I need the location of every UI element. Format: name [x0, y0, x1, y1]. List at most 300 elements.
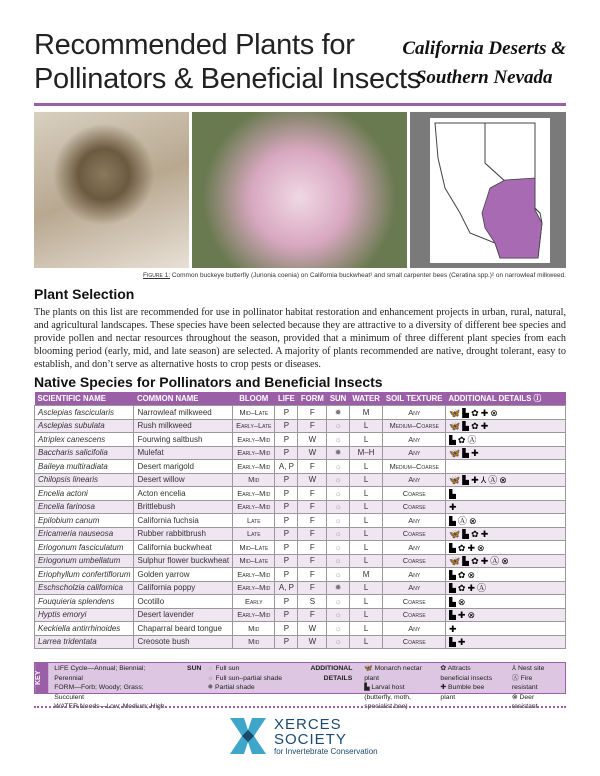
key-water: WATER Needs—Low; Medium; High [54, 703, 165, 710]
additional-details [446, 608, 566, 622]
key-legend [34, 662, 566, 710]
scientific-name: Epilobium canum [35, 514, 134, 528]
sun [327, 541, 349, 555]
soil-texture: Any [383, 473, 446, 487]
life: P [275, 446, 298, 460]
deer-icon: ⊗ [467, 569, 476, 580]
form: F [298, 568, 327, 582]
bloom: Early–Late [233, 419, 275, 433]
plant-table [34, 392, 566, 649]
water: L [349, 622, 383, 636]
table-row [35, 554, 566, 568]
soil-texture: Coarse [383, 595, 446, 609]
key-deer: Deer resistant [511, 693, 538, 710]
key-details-2 [434, 663, 505, 701]
scientific-name: Larrea tridentata [35, 635, 134, 649]
additional-details [446, 554, 566, 568]
life: P [275, 433, 298, 447]
key-label: KEY [35, 663, 48, 693]
monarch-icon: 🦋 [449, 448, 461, 459]
common-name: Golden yarrow [134, 568, 233, 582]
soil-texture: Any [383, 622, 446, 636]
additional-details [446, 514, 566, 528]
soil-texture: Any [383, 433, 446, 447]
common-name: Acton encelia [134, 487, 233, 501]
sun-icon: ☼ [334, 569, 342, 579]
sun-icon: ☼ [334, 610, 342, 620]
xerces-logo [228, 716, 378, 756]
additional-details [446, 622, 566, 636]
life: P [275, 514, 298, 528]
region-line-2: Southern Nevada [415, 67, 553, 88]
life: P [275, 406, 298, 420]
nest-icon: ⅄ [480, 475, 487, 486]
bumble-icon: ✚ [440, 684, 447, 691]
sun [327, 460, 349, 474]
sun-icon: ✹ [334, 448, 342, 458]
additional-details [446, 568, 566, 582]
sun [327, 568, 349, 582]
beneficial-icon: ✿ [457, 434, 466, 445]
table-row [35, 460, 566, 474]
key-host: Larval host (butterfly, moth, specialist bee) [364, 684, 411, 710]
form: F [298, 581, 327, 595]
key-sun [181, 663, 304, 693]
deer-icon: ⊗ [457, 596, 466, 607]
column-header: SCIENTIFIC NAME [35, 392, 134, 406]
form: S [298, 595, 327, 609]
monarch-icon: 🦋 [449, 421, 461, 432]
water: L [349, 635, 383, 649]
sun-icon: ☼ [334, 596, 342, 606]
additional-details [446, 419, 566, 433]
host-icon: ▙ [462, 421, 470, 432]
form: W [298, 635, 327, 649]
bumble-icon: ✚ [457, 610, 466, 621]
form: W [298, 622, 327, 636]
water: L [349, 460, 383, 474]
host-icon: ▙ [462, 448, 470, 459]
key-life: LIFE Cycle—Annual; Biennial; Perennial [54, 665, 146, 682]
life: P [275, 622, 298, 636]
column-header: BLOOM [233, 392, 275, 406]
common-name: California fuchsia [134, 514, 233, 528]
beneficial-icon: ✿ [440, 665, 447, 672]
column-header: WATER [349, 392, 383, 406]
sun-icon: ✹ [334, 407, 342, 417]
bloom: Mid–Late [233, 406, 275, 420]
sun-icon: ☼ [334, 475, 342, 485]
host-icon: ▙ [449, 542, 456, 553]
figure-caption [143, 272, 566, 279]
monarch-icon: 🦋 [449, 556, 461, 567]
scientific-name: Chilopsis linearis [35, 473, 134, 487]
bumble-icon: ✚ [480, 421, 489, 432]
bloom: Early–Mid [233, 446, 275, 460]
sun-icon: ☼ [334, 542, 342, 552]
bloom: Mid–Late [233, 554, 275, 568]
bloom: Early–Mid [233, 608, 275, 622]
common-name: Narrowleaf milkweed [134, 406, 233, 420]
monarch-icon: 🦋 [449, 529, 461, 540]
sun [327, 433, 349, 447]
common-name: Creosote bush [134, 635, 233, 649]
monarch-icon: 🦋 [449, 475, 461, 486]
additional-details [446, 635, 566, 649]
life: P [275, 635, 298, 649]
scientific-name: Encelia farinosa [35, 500, 134, 514]
full-sun-icon: ☼ [207, 665, 214, 672]
key-beneficial: Attracts beneficial insects [440, 665, 493, 682]
key-sun-partial: Partial shade [215, 684, 255, 691]
deer-icon: ⊗ [511, 693, 518, 701]
scientific-name: Atriplex canescens [35, 433, 134, 447]
water: L [349, 608, 383, 622]
bloom: Late [233, 514, 275, 528]
additional-details [446, 473, 566, 487]
bumble-icon: ✚ [457, 637, 466, 648]
footer-divider [34, 706, 566, 708]
additional-details [446, 541, 566, 555]
life: P [275, 500, 298, 514]
form: F [298, 608, 327, 622]
key-form: FORM—Forb; Woody; Grass; Succulent [54, 684, 144, 701]
common-name: Desert willow [134, 473, 233, 487]
logo-name-2: SOCIETY [274, 730, 347, 748]
water: L [349, 419, 383, 433]
deer-icon: ⊗ [490, 407, 498, 418]
table-heading: Native Species for Pollinators and Beneficial Insects [34, 374, 383, 390]
common-name: Chaparral beard tongue [134, 622, 233, 636]
water: L [349, 554, 383, 568]
region-title [402, 34, 566, 92]
bloom: Mid–Late [233, 541, 275, 555]
additional-details [446, 487, 566, 501]
form: W [298, 473, 327, 487]
scientific-name: Fouquieria splendens [35, 595, 134, 609]
sun [327, 635, 349, 649]
key-details-1 [358, 663, 434, 710]
host-icon: ▙ [449, 610, 456, 621]
additional-details [446, 527, 566, 541]
key-details-label: ADDITIONAL DETAILS [310, 665, 353, 682]
host-icon: ▙ [364, 684, 370, 691]
fire-icon: Ⓐ [488, 475, 498, 486]
bumble-icon: ✚ [480, 529, 489, 540]
water: L [349, 487, 383, 501]
sun [327, 608, 349, 622]
scientific-name: Hyptis emoryi [35, 608, 134, 622]
host-icon: ▙ [449, 583, 456, 594]
sun-icon: ☼ [334, 502, 342, 512]
form: F [298, 541, 327, 555]
life: P [275, 487, 298, 501]
common-name: California buckwheat [134, 541, 233, 555]
key-bumble: Bumble bee plant [440, 684, 485, 701]
host-icon: ▙ [462, 556, 470, 567]
form: F [298, 419, 327, 433]
table-row [35, 568, 566, 582]
full-partial-icon: ☼ [207, 674, 214, 682]
life: P [275, 473, 298, 487]
key-monarch: Monarch nectar plant [364, 665, 422, 682]
soil-texture: Coarse [383, 635, 446, 649]
sun [327, 527, 349, 541]
bloom: Mid [233, 473, 275, 487]
additional-details [446, 406, 566, 420]
host-icon: ▙ [449, 515, 456, 526]
sun-icon: ☼ [334, 488, 342, 498]
nest-icon: ⅄ [511, 665, 517, 672]
life: A, P [275, 581, 298, 595]
life: P [275, 527, 298, 541]
water: M–H [349, 446, 383, 460]
sun [327, 446, 349, 460]
sun-icon: ☼ [334, 556, 342, 566]
additional-details [446, 595, 566, 609]
table-row [35, 581, 566, 595]
sun-icon: ☼ [334, 529, 342, 539]
deer-icon: ⊗ [477, 542, 485, 553]
form: F [298, 406, 327, 420]
sun [327, 419, 349, 433]
common-name: Brittlebush [134, 500, 233, 514]
key-details-3 [506, 663, 565, 710]
life: P [275, 541, 298, 555]
water: L [349, 527, 383, 541]
sun [327, 622, 349, 636]
beneficial-icon: ✿ [471, 421, 479, 432]
host-icon: ▙ [449, 569, 456, 580]
sun-icon: ✹ [334, 583, 342, 593]
key-sun-full-partial: Full sun–partial shade [215, 674, 283, 682]
common-name: Fourwing saltbush [134, 433, 233, 447]
scientific-name: Eriogonum umbellatum [35, 554, 134, 568]
logo-name-1: XERCES [274, 715, 342, 733]
bloom: Early–Mid [233, 500, 275, 514]
common-name: Desert lavender [134, 608, 233, 622]
additional-details [446, 460, 566, 474]
key-nest: Nest site [517, 665, 545, 672]
bumble-icon: ✚ [471, 448, 479, 459]
fire-icon: Ⓐ [490, 556, 500, 567]
table-row [35, 514, 566, 528]
bloom: Early–Mid [233, 568, 275, 582]
soil-texture: Any [383, 406, 446, 420]
deer-icon: ⊗ [501, 556, 509, 567]
form: W [298, 446, 327, 460]
fire-icon: Ⓐ [477, 583, 487, 594]
table-row [35, 622, 566, 636]
map-svg [430, 118, 550, 263]
host-icon: ▙ [449, 596, 456, 607]
deer-icon: ⊗ [499, 475, 507, 486]
bloom: Mid [233, 622, 275, 636]
life: P [275, 568, 298, 582]
column-header: ADDITIONAL DETAILS Ⓘ [446, 392, 566, 406]
form: F [298, 527, 327, 541]
key-codes [48, 663, 181, 710]
title-line-2: Pollinators & Beneficial Insects [34, 63, 421, 95]
host-icon: ▙ [462, 407, 470, 418]
bumble-icon: ✚ [449, 502, 457, 513]
scientific-name: Ericameria nauseosa [35, 527, 134, 541]
bumble-icon: ✚ [467, 542, 476, 553]
column-header: FORM [298, 392, 327, 406]
table-row [35, 419, 566, 433]
host-icon: ▙ [449, 637, 456, 648]
bloom: Early–Mid [233, 433, 275, 447]
plant-selection-text: The plants on this list are recommended for use in pollinator habitat restoration and enhancement projects in urban, rural, natural, and agricultural landscapes. These species have been selected because they are attractive to a diversity of different bee species and provide pollen and nectar resources throughout the season, provided that a minimum of three different plant species from each blooming period (early, mid, and late season) are selected. A majority of plants recommended are native, drought tolerant, easy to establish, and don’t serve as alternative hosts to crop pests or diseases. [34, 307, 566, 370]
table-row [35, 433, 566, 447]
bloom: Mid [233, 635, 275, 649]
water: L [349, 581, 383, 595]
scientific-name: Eriophyllum confertiflorum [35, 568, 134, 582]
common-name: California poppy [134, 581, 233, 595]
soil-texture: Coarse [383, 487, 446, 501]
water: M [349, 568, 383, 582]
bumble-icon: ✚ [480, 556, 489, 567]
additional-details [446, 581, 566, 595]
bloom: Early [233, 595, 275, 609]
bloom: Early–Mid [233, 581, 275, 595]
sun [327, 500, 349, 514]
host-icon: ▙ [449, 488, 456, 499]
common-name: Rubber rabbitbrush [134, 527, 233, 541]
form: F [298, 460, 327, 474]
title-line-1: Recommended Plants for [34, 29, 355, 61]
bloom: Early–Mid [233, 460, 275, 474]
common-name: Desert marigold [134, 460, 233, 474]
water: L [349, 595, 383, 609]
column-header: SOIL TEXTURE [383, 392, 446, 406]
sun [327, 473, 349, 487]
common-name: Sulphur flower buckwheat [134, 554, 233, 568]
region-map [410, 112, 566, 268]
sun-icon: ☼ [334, 515, 342, 525]
form: F [298, 554, 327, 568]
soil-texture: Any [383, 514, 446, 528]
deer-icon: ⊗ [468, 515, 477, 526]
beneficial-icon: ✿ [457, 583, 466, 594]
fire-icon: Ⓐ [511, 674, 519, 682]
table-row [35, 527, 566, 541]
key-fire: Fire resistant [511, 674, 538, 691]
sun-icon: ☼ [334, 623, 342, 633]
caption-text: Common buckeye butterfly (Junonia coenia) on California buckwheat¹ and small carpenter bees (Ceratina spp.)² on narrowleaf milkweed. [171, 272, 566, 279]
partial-shade-icon: ✹ [207, 684, 214, 691]
logo-tagline: for Invertebrate Conservation [274, 746, 378, 756]
scientific-name: Eschscholzia californica [35, 581, 134, 595]
bloom: Late [233, 527, 275, 541]
figure-photos [34, 112, 566, 268]
fire-icon: Ⓐ [457, 515, 467, 526]
scientific-name: Eriogonum fasciculatum [35, 541, 134, 555]
form: F [298, 514, 327, 528]
bumble-icon: ✚ [467, 583, 476, 594]
life: P [275, 554, 298, 568]
life: P [275, 419, 298, 433]
soil-texture: Coarse [383, 554, 446, 568]
sun [327, 581, 349, 595]
table-row [35, 487, 566, 501]
bumble-icon: ✚ [449, 623, 457, 634]
monarch-icon: 🦋 [364, 665, 373, 672]
monarch-icon: 🦋 [449, 407, 461, 418]
table-row [35, 473, 566, 487]
water: L [349, 473, 383, 487]
form: F [298, 500, 327, 514]
key-sun-label: SUN [187, 665, 202, 672]
deer-icon: ⊗ [467, 610, 476, 621]
soil-texture: Any [383, 446, 446, 460]
soil-texture: Coarse [383, 608, 446, 622]
table-row [35, 406, 566, 420]
soil-texture: Coarse [383, 500, 446, 514]
fire-icon: Ⓐ [467, 434, 477, 445]
sun [327, 554, 349, 568]
soil-texture: Any [383, 581, 446, 595]
sun-icon: ☼ [334, 637, 342, 647]
sun [327, 406, 349, 420]
table-row [35, 500, 566, 514]
page-title [34, 28, 421, 96]
scientific-name: Baileya multiradiata [35, 460, 134, 474]
scientific-name: Encelia actoni [35, 487, 134, 501]
common-name: Rush milkweed [134, 419, 233, 433]
additional-details [446, 433, 566, 447]
additional-details [446, 500, 566, 514]
soil-texture: Medium–Coarse [383, 419, 446, 433]
scientific-name: Keckiella antirrhinoides [35, 622, 134, 636]
column-header: SUN [327, 392, 349, 406]
host-icon: ▙ [449, 434, 456, 445]
soil-texture: Any [383, 568, 446, 582]
sun [327, 595, 349, 609]
common-name: Mulefat [134, 446, 233, 460]
caption-label: Figure 1: [142, 272, 171, 279]
sun [327, 514, 349, 528]
beneficial-icon: ✿ [471, 407, 479, 418]
bloom: Early–Mid [233, 487, 275, 501]
water: L [349, 433, 383, 447]
water: L [349, 541, 383, 555]
beneficial-icon: ✿ [471, 556, 479, 567]
life: A, P [275, 460, 298, 474]
soil-texture: Medium–Coarse [383, 460, 446, 474]
host-icon: ▙ [462, 529, 470, 540]
sun-icon: ☼ [334, 461, 342, 471]
form: W [298, 433, 327, 447]
scientific-name: Asclepias subulata [35, 419, 134, 433]
sun-icon: ☼ [334, 421, 342, 431]
water: L [349, 500, 383, 514]
key-sun-full: Full sun [215, 665, 240, 672]
life: P [275, 595, 298, 609]
soil-texture: Any [383, 541, 446, 555]
water: M [349, 406, 383, 420]
table-row [35, 608, 566, 622]
sun [327, 487, 349, 501]
butterfly-photo [34, 112, 189, 268]
column-header: LIFE [275, 392, 298, 406]
sun-icon: ☼ [334, 434, 342, 444]
additional-details [446, 446, 566, 460]
table-row [35, 446, 566, 460]
table-row [35, 541, 566, 555]
header-rule [34, 103, 566, 106]
scientific-name: Baccharis salicifolia [35, 446, 134, 460]
